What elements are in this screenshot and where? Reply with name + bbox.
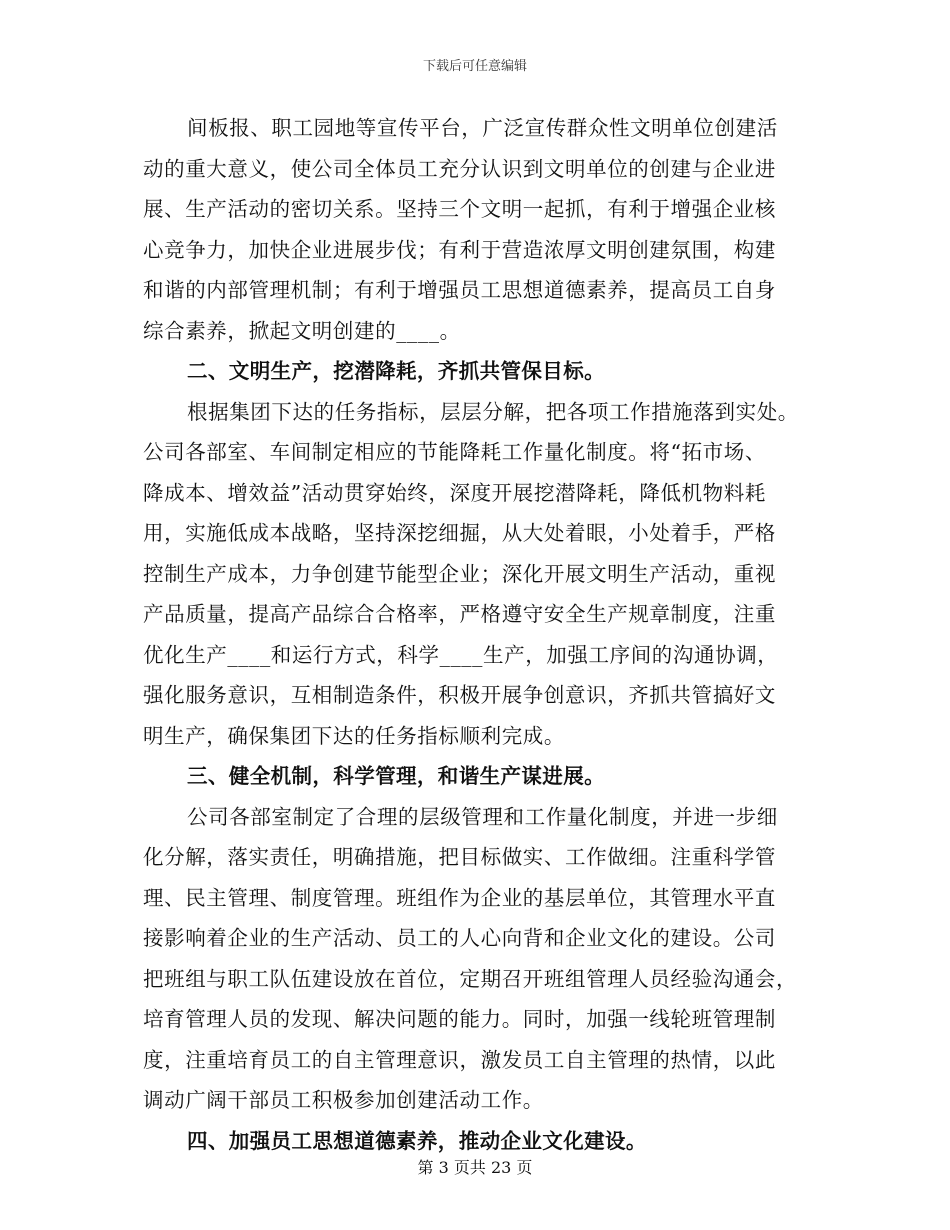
section-heading: 二、文明生产，挖潜降耗，齐抓共管保目标。 xyxy=(187,359,605,383)
paragraph-line: 降成本、增效益”活动贯穿始终，深度开展挖潜降耗，降低机物料耗 xyxy=(143,480,766,505)
paragraph-line: 控制生产成本，力争创建节能型企业；深化开展文明生产活动，重视 xyxy=(143,561,776,586)
document-body xyxy=(143,108,805,1161)
paragraph-line: 调动广阔干部员工积极参加创建活动工作。 xyxy=(143,1088,544,1112)
paragraph-line: 优化生产____和运行方式，科学____生产，加强工序间的沟通协调， xyxy=(143,642,779,667)
paragraph-line: 明生产，确保集团下达的任务指标顺利完成。 xyxy=(143,723,565,748)
paragraph-line: 综合素养，掀起文明创建的____。 xyxy=(143,318,461,343)
paragraph-line: 和谐的内部管理机制；有利于增强员工思想道德素养，提高员工自身 xyxy=(143,278,776,302)
paragraph-line: 用，实施低成本战略，坚持深挖细掘，从大处着眼，小处着手，严格 xyxy=(143,521,776,545)
paragraph-line: 展、生产活动的密切关系。坚持三个文明一起抓，有利于增强企业核 xyxy=(143,197,776,221)
page-number: 第 3 页共 23 页 xyxy=(417,1158,533,1177)
paragraph-line: 间板报、职工园地等宣传平台，广泛宣传群众性文明单位创建活 xyxy=(187,116,778,140)
paragraph-line: 理、民主管理、制度管理。班组作为企业的基层单位，其管理水平直 xyxy=(143,885,776,910)
paragraph-line: 培育管理人员的发现、解决问题的能力。同时，加强一线轮班管理制 xyxy=(143,1007,776,1031)
paragraph-line: 产品质量，提高产品综合合格率，严格遵守安全生产规章制度，注重 xyxy=(143,602,776,626)
section-heading: 三、健全机制，科学管理，和谐生产谋进展。 xyxy=(187,764,605,788)
section-heading: 四、加强员工思想道德素养，推动企业文化建设。 xyxy=(187,1128,647,1153)
paragraph-line: 公司各部室、车间制定相应的节能降耗工作量化制度。将“拓市场、 xyxy=(143,440,766,464)
paragraph-line: 心竞争力，加快企业进展步伐；有利于营造浓厚文明创建氛围，构建 xyxy=(143,237,776,262)
paragraph-line: 公司各部室制定了合理的层级管理和工作量化制度，并进一步细 xyxy=(187,804,778,829)
paragraph-line: 度，注重培育员工的自主管理意识，激发员工自主管理的热情，以此 xyxy=(143,1047,776,1072)
paragraph-line: 动的重大意义，使公司全体员工充分认识到文明单位的创建与企业进 xyxy=(143,156,776,181)
paragraph-line: 化分解，落实责任，明确措施，把目标做实、工作做细。注重科学管 xyxy=(143,845,776,869)
page-header: 下载后可任意编辑 xyxy=(422,59,527,74)
paragraph-line: 强化服务意识，互相制造条件，积极开展争创意识，齐抓共管搞好文 xyxy=(143,683,776,707)
paragraph-line: 接影响着企业的生产活动、员工的人心向背和企业文化的建设。公司 xyxy=(143,926,776,950)
paragraph-line: 把班组与职工队伍建设放在首位，定期召开班组管理人员经验沟通会， xyxy=(143,966,798,991)
paragraph-line: 根据集团下达的任务指标，层层分解，把各项工作措施落到实处。 xyxy=(187,399,799,424)
